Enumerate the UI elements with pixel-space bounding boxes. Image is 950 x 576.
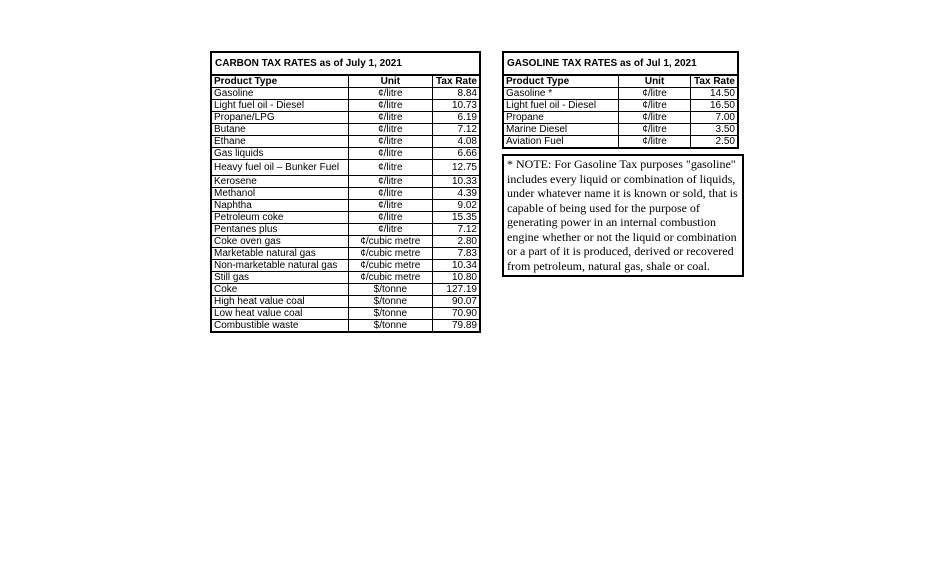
table-row	[211, 88, 480, 100]
table-row	[211, 148, 480, 160]
tax-rate: 7.83	[433, 248, 480, 260]
unit: ¢/cubic metre	[348, 248, 433, 260]
tax-rate: 3.50	[690, 124, 738, 136]
gasoline-tax-table	[502, 51, 739, 149]
unit: $/tonne	[348, 296, 433, 308]
unit: ¢/litre	[619, 88, 690, 100]
unit: ¢/litre	[348, 200, 433, 212]
product-type: Aviation Fuel	[503, 136, 619, 149]
tax-rate: 79.89	[433, 320, 480, 333]
unit: ¢/litre	[348, 224, 433, 236]
product-type: Combustible waste	[211, 320, 348, 333]
table-row	[503, 112, 738, 124]
product-type: Pentanes plus	[211, 224, 348, 236]
table-row	[211, 248, 480, 260]
tax-rate: 2.50	[690, 136, 738, 149]
gasoline-header-row	[503, 75, 738, 88]
unit: ¢/litre	[348, 124, 433, 136]
unit: ¢/litre	[348, 100, 433, 112]
tax-rate: 6.19	[433, 112, 480, 124]
table-row	[211, 260, 480, 272]
table-row	[211, 236, 480, 248]
tax-rate: 16.50	[690, 100, 738, 112]
tax-rate: 2.80	[433, 236, 480, 248]
unit: $/tonne	[348, 320, 433, 333]
tax-rate: 12.75	[433, 160, 480, 176]
tax-rate: 7.12	[433, 124, 480, 136]
unit: ¢/litre	[348, 136, 433, 148]
table-row	[211, 136, 480, 148]
tax-rate: 8.84	[457, 88, 477, 99]
tax-rate: 4.39	[433, 188, 480, 200]
table-row	[211, 272, 480, 284]
product-type: Marine Diesel	[503, 124, 619, 136]
tax-rate: 90.07	[433, 296, 480, 308]
gasoline-table-title: GASOLINE TAX RATES as of Jul 1, 2021	[503, 52, 738, 75]
product-type: Propane	[503, 112, 619, 124]
product-type: High heat value coal	[211, 296, 348, 308]
table-row	[503, 136, 738, 149]
unit: ¢/litre	[619, 124, 690, 136]
table-row	[211, 188, 480, 200]
product-type: Light fuel oil - Diesel	[211, 100, 348, 112]
table-row	[211, 224, 480, 236]
tax-rate: 10.33	[433, 176, 480, 188]
table-row	[211, 200, 480, 212]
product-type: Heavy fuel oil – Bunker Fuel	[211, 160, 348, 176]
unit: ¢/litre	[348, 112, 433, 124]
tax-rate: 10.80	[433, 272, 480, 284]
product-type: Gasoline *	[503, 88, 619, 100]
table-row	[211, 320, 480, 333]
table-row	[211, 212, 480, 224]
product-type: Butane	[211, 124, 348, 136]
product-type: Petroleum coke	[211, 212, 348, 224]
unit: ¢/cubic metre	[348, 260, 433, 272]
product-type: Coke oven gas	[211, 236, 348, 248]
tax-rate: 14.50	[709, 88, 735, 99]
unit: $/tonne	[348, 308, 433, 320]
product-type: Ethane	[211, 136, 348, 148]
unit: ¢/litre	[348, 148, 433, 160]
header-product-type: Product Type	[211, 75, 348, 88]
table-row	[211, 100, 480, 112]
carbon-tax-table	[210, 51, 481, 333]
header-unit: Unit	[348, 75, 433, 88]
unit: ¢/litre	[619, 136, 690, 149]
table-row	[503, 124, 738, 136]
product-type: Kerosene	[211, 176, 348, 188]
unit: ¢/litre	[619, 112, 690, 124]
product-type: Propane/LPG	[211, 112, 348, 124]
header-unit: Unit	[619, 75, 690, 88]
product-type: Naphtha	[211, 200, 348, 212]
tax-rate: 6.66	[433, 148, 480, 160]
product-type: Methanol	[211, 188, 348, 200]
tax-rate: 10.34	[433, 260, 480, 272]
table-row	[211, 284, 480, 296]
carbon-table-title: CARBON TAX RATES as of July 1, 2021	[211, 52, 480, 75]
unit: ¢/cubic metre	[348, 272, 433, 284]
unit: $/tonne	[348, 284, 433, 296]
table-row	[211, 296, 480, 308]
table-row	[211, 160, 480, 176]
tax-rate: 127.19	[433, 284, 480, 296]
unit: ¢/litre	[348, 160, 433, 176]
table-row	[503, 88, 738, 100]
unit: ¢/litre	[348, 88, 433, 100]
unit: ¢/litre	[348, 188, 433, 200]
product-type: Low heat value coal	[211, 308, 348, 320]
table-row	[211, 124, 480, 136]
product-type: Non-marketable natural gas	[211, 260, 348, 272]
tax-rate: 4.08	[433, 136, 480, 148]
header-product-type: Product Type	[503, 75, 619, 88]
unit: ¢/litre	[619, 100, 690, 112]
table-row	[211, 308, 480, 320]
gasoline-definition-note: * NOTE: For Gasoline Tax purposes "gasoline" includes every liquid or combination of liquids, under whatever name it is known or sold, that is capable of being used for the purpose of generating power in an internal combustion engine whether or not the liquid or combination or a part of it is produced, derived or recovered from petroleum, natural gas, shale or coal.	[502, 154, 744, 277]
table-row	[211, 112, 480, 124]
tax-rate: 10.73	[433, 100, 480, 112]
product-type: Gas liquids	[211, 148, 348, 160]
product-type: Still gas	[211, 272, 348, 284]
carbon-header-row	[211, 75, 480, 88]
table-row	[503, 100, 738, 112]
header-tax-rate: Tax Rate	[690, 75, 738, 88]
product-type: Coke	[211, 284, 348, 296]
header-tax-rate: Tax Rate	[433, 75, 480, 88]
unit: ¢/litre	[348, 176, 433, 188]
tax-rate: 70.90	[433, 308, 480, 320]
product-type: Marketable natural gas	[211, 248, 348, 260]
tax-rate: 15.35	[433, 212, 480, 224]
product-type: Light fuel oil - Diesel	[503, 100, 619, 112]
product-type: Gasoline	[211, 88, 348, 100]
table-row	[211, 176, 480, 188]
tax-rate: 9.02	[433, 200, 480, 212]
tax-rate: 7.12	[433, 224, 480, 236]
unit: ¢/cubic metre	[348, 236, 433, 248]
tax-rate: 7.00	[690, 112, 738, 124]
unit: ¢/litre	[348, 212, 433, 224]
